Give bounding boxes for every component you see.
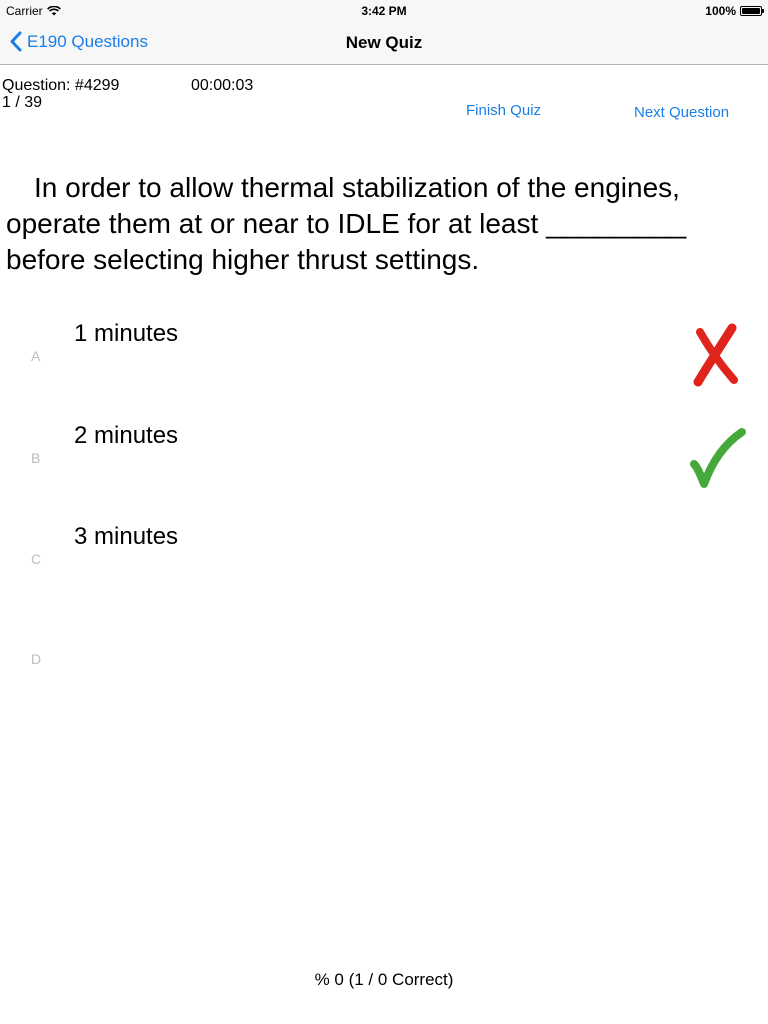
answer-option-d[interactable]	[0, 623, 768, 719]
cross-icon	[690, 322, 740, 388]
carrier-label: Carrier	[6, 4, 43, 18]
answer-text: 3 minutes	[74, 523, 179, 550]
status-bar	[0, 0, 768, 20]
answer-letter: B	[31, 450, 41, 466]
question-progress: 1 / 39	[2, 94, 43, 111]
status-time: 3:42 PM	[361, 4, 407, 18]
back-button[interactable]	[10, 31, 148, 52]
finish-quiz-button[interactable]: Finish Quiz	[466, 102, 542, 119]
question-number: Question: #4299	[2, 77, 120, 94]
chevron-left-icon	[10, 31, 22, 52]
answer-letter: A	[31, 348, 41, 364]
answer-letter: C	[31, 551, 42, 567]
answer-text: 1 minutes	[74, 320, 179, 347]
battery-fill	[742, 8, 760, 14]
answer-option-a[interactable]	[0, 320, 768, 416]
question-text: In order to allow thermal stabilization of the engines, operate them at or near to IDLE for at least _________ before selecting higher thrust settings.	[6, 172, 687, 275]
navigation-bar	[0, 20, 768, 65]
carrier-indicator	[6, 4, 61, 18]
quiz-timer: 00:00:03	[191, 77, 254, 94]
battery-indicator	[705, 4, 762, 18]
battery-icon	[740, 6, 762, 16]
next-question-button[interactable]: Next Question	[634, 104, 730, 121]
answer-option-b[interactable]	[0, 422, 768, 518]
back-button-label: E190 Questions	[27, 31, 148, 51]
answer-option-c[interactable]	[0, 523, 768, 619]
battery-percent: 100%	[705, 4, 736, 18]
wifi-icon	[47, 6, 61, 16]
score-summary: % 0 (1 / 0 Correct)	[314, 970, 454, 989]
answer-letter: D	[31, 651, 42, 667]
quiz-info	[2, 77, 119, 111]
page-title: New Quiz	[345, 33, 423, 52]
answer-text: 2 minutes	[74, 422, 179, 449]
check-icon	[688, 426, 746, 490]
